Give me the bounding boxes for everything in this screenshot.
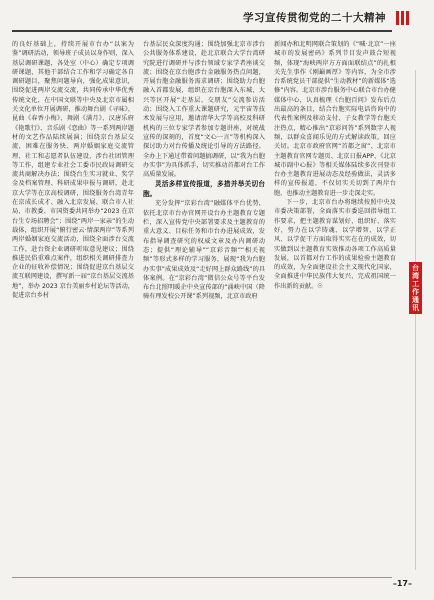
article-body xyxy=(12,40,396,570)
header-rule xyxy=(12,30,392,32)
header-decoration xyxy=(396,10,414,24)
page-header xyxy=(0,0,434,34)
column-2 xyxy=(143,40,265,570)
column-1-paragraph-1: 的良好基础上，持续开展市台办“以案为鉴”调研活动，领导班子成员以身作则，深入基层调研课题，各处室（中心）确定专项调研课题，其他干部结合工作和学习确定各自调研题目，聚焦问题导向，强化成果意识，围绕促进两岸交流交流，共同传承中华优秀传统文化，在中国文联等中央及北京市属相关文化单位开展调研，推动舞台剧《寻味》、昆曲《春香小梅》、舞剧《满月》、汉唐乐府《艳歌行》、音乐剧《恋曲》等一系列两岸题材的文艺作品陆续展演；围绕京台基层交流，困难在服务快、两岸婚姻家庭交流管理、社工和志愿者队伍建设、涉台社团管理等工作，组建专业社会工委市民政局调研交流共商解决办法；围绕台生实习就业、奖学金及档案管理、科研成果申报与调研，赴北京大学等在京高校调研，围绕服务台湾青年在京成长成才、融入北京发展、联合市人社局、市教委、市国资委共同举办“2023 在京台生专场招聘会”；围绕“两岸一家亲”的生动载体，组织开展“俯行密云·情深两岸”等系列两岸婚姻家庭交流活动，围绕全面涉台交流工作，赴台资企业调研听取意见建议；围绕推进民俗重难点案件，组织相关调研排查力企业的征收补偿情况；围绕促进京台基层交流互联网建设，撰写新一届“京台基层交流基地”，举办 2023 京台美丽乡村论坛等活动，促进京台乡村 xyxy=(12,41,134,300)
section-subhead: 灵活多样宣传报道，多措并举关切台胞。 xyxy=(143,180,265,199)
column-1 xyxy=(12,40,134,570)
side-tab-label: 台湾工作通讯 xyxy=(409,262,422,314)
column-3-paragraph-1: 新闻办和北明网联合策划的《“喊·北京”一座城市的发展密码》系列节目发声鼓合短视频，体现“海峡两岸方方面面联结点”的扎根关先生事作《刚巅画厚》等内容，为全市涉台系统党员干部提供“生动教材”的新媒体“选修”内容。北京市涉台服务中心联合市台办健媒体中心，认真梳理《台胞百问》发布后点出最高的条目，结合台胞实际电话咨询中的代表性案例及移动支付、子女教学等台胞关注热点，精心推出“京彩问答”系列数字人视频，以群众喜闻乐见的方式解读政策，回应关切。北京市政府官网“首都之窗”、北京市主题教育官网专题页、北京日报APP、《北京城市副中心报》等相关媒体陆续多次刊登市台办主题教育进展动态及经验做法，灵活多样的宣传报道，不仅切实关切到了两岸台胞，也推动主题教育进一步走深走实。 xyxy=(274,41,396,197)
column-2-paragraph-1: 台基层民众深度沟通；围绕加强北京市涉台公共服务体系建设，赴北京联合大学台湾研究院进行调研并与涉台领域专家学者座谈交流；围绕在京台胞涉台金融服务热点问题，开展台胞金融服务需求调研；围绕助力台胞融入首都发展，组织在京台胞深入东城、大兴等区开展“走基层、交朋友”交流参访活动；围绕入工作重大课题研究，元宇宙等技术发展与应用，邀请清华大学等高校及科研机构的三位专家学者参加专题讲座，对统战宣传的深刻的，首度“文心一言”等机构深入探讨助力对台传播及统论引导的方法路径。全办上下通过带着问题搞调研，以“我为台胞办实事”为具体抓手，切实推动首都对台工作高质量发展。 xyxy=(143,41,265,179)
side-divider xyxy=(415,70,416,570)
page-number: –17– xyxy=(392,579,412,588)
column-3 xyxy=(274,40,396,570)
column-2-paragraph-2: 充分发挥“京彩台湾”融媒体平台优势，依托北京市台办官网开设台办主题教育专题栏，深入宣传党中央部署要求及主题教育的重大意义、目标任务和市台办进展成效，发布指导调查研究的权威文章及办内调研动态；提供“理论辅导”“京彩音频”“相关视频”等形式多样的学习服务，展现“我为台胞办实事”成果成效及“走好网上群众路线”的具体案例。在“京彩台湾”微信公众号等平台发布台北照明暖企中央宣传部的“涌峡中国（降骑有理发校公开课”系列视频，北京市政府 xyxy=(143,200,265,301)
header-title: 学习宣传贯彻党的二十大精神 xyxy=(243,12,386,24)
footer-rule xyxy=(12,577,392,578)
column-3-paragraph-2: 下一步，北京市台办将继续按照中央及市委决策部署，全面落实市委巡回指导组工作要求，把主题教育谋划好、组织好、落实好，努力在以学铸魂、以学增智、以学正风、以学促干方面取得实实在在的成效，切实做到以主题教育实效推动各项工作高质量发展，以首都对台工作的成果检验主题教育的成效，为全面建设社会主义现代化国家，全面推进中华民族伟大复兴、完成祖国统一作出新的贡献。☉ xyxy=(274,199,396,290)
